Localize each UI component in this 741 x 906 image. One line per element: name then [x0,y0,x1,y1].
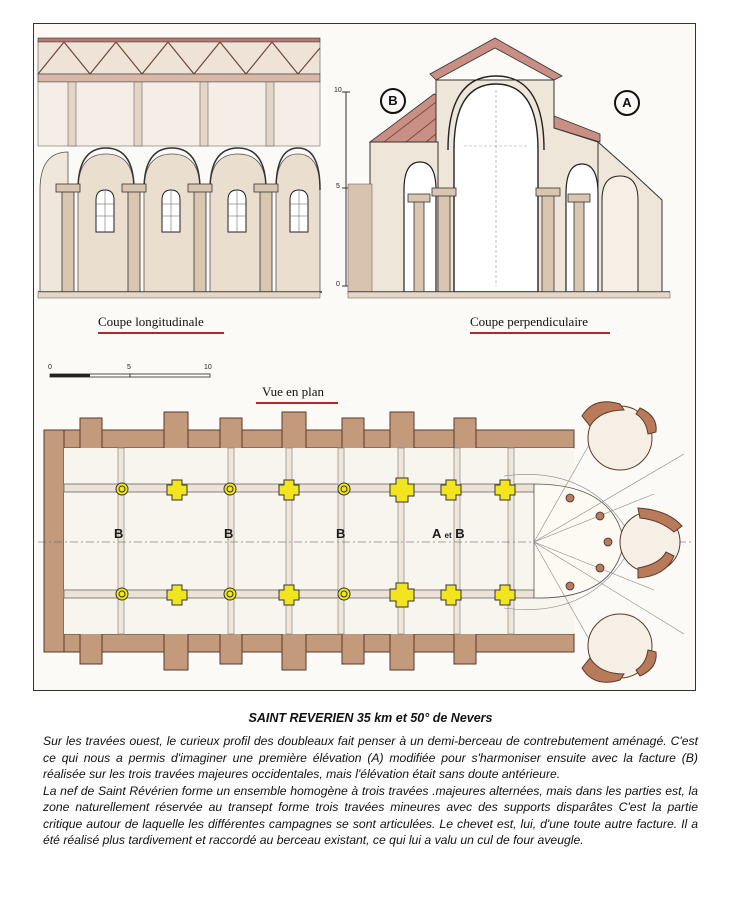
caption-paragraph-2: La nef de Saint Révérien forme un ensemble homogène à trois travées .majeures alternées, mais dans les parties est, la zone naturellement réservée au transept forme trois travées mineures avec des supports disparâtes C'est la partie critique autour de laquelle les différentes campagnes se sont articulées. Le chevet est, lui, d'une toute autre facture. Il a été réalisé plus tardivement et raccordé au berceau existant, ce qui lui a valu un cul de four aveugle. [43,783,698,847]
caption-body [43,733,698,849]
cross-section [348,38,670,298]
section-marker-a: A [614,90,640,116]
plan-scale-bar [50,374,210,377]
label-vue-en-plan: Vue en plan [262,384,338,404]
bay-label-1: B [114,526,124,541]
section-marker-b: B [380,88,406,114]
label-coupe-perpendiculaire: Coupe perpendiculaire [470,314,610,334]
label-coupe-longitudinale: Coupe longitudinale [98,314,224,334]
architectural-drawing [33,23,696,691]
plan-scale-5: 5 [127,364,131,371]
caption-title: SAINT REVERIEN 35 km et 50° de Nevers [248,711,493,725]
bay-label-4: A et B [432,526,465,541]
plan-scale-10: 10 [204,364,212,371]
plan-scale-0: 0 [48,364,52,371]
floor-plan [38,402,692,683]
drawing-svg [34,24,695,690]
bay-label-3: B [336,526,346,541]
vscale-5: 5 [336,183,340,190]
vscale-10: 10 [334,87,342,94]
vscale-0: 0 [336,281,340,288]
bay-label-2: B [224,526,234,541]
longitudinal-section [38,38,322,298]
caption-paragraph-1: Sur les travées ouest, le curieux profil des doubleaux fait penser à un demi-berceau de contrebutement aménagé. C'est ce qui nous a permis d'imaginer une première élévation (A) modifiée pour s'harmoniser ensuite avec la facture (B) réalisée sur les trois travées majeures occidentales, mais l'élévation était sans doute antérieure. [43,734,698,781]
